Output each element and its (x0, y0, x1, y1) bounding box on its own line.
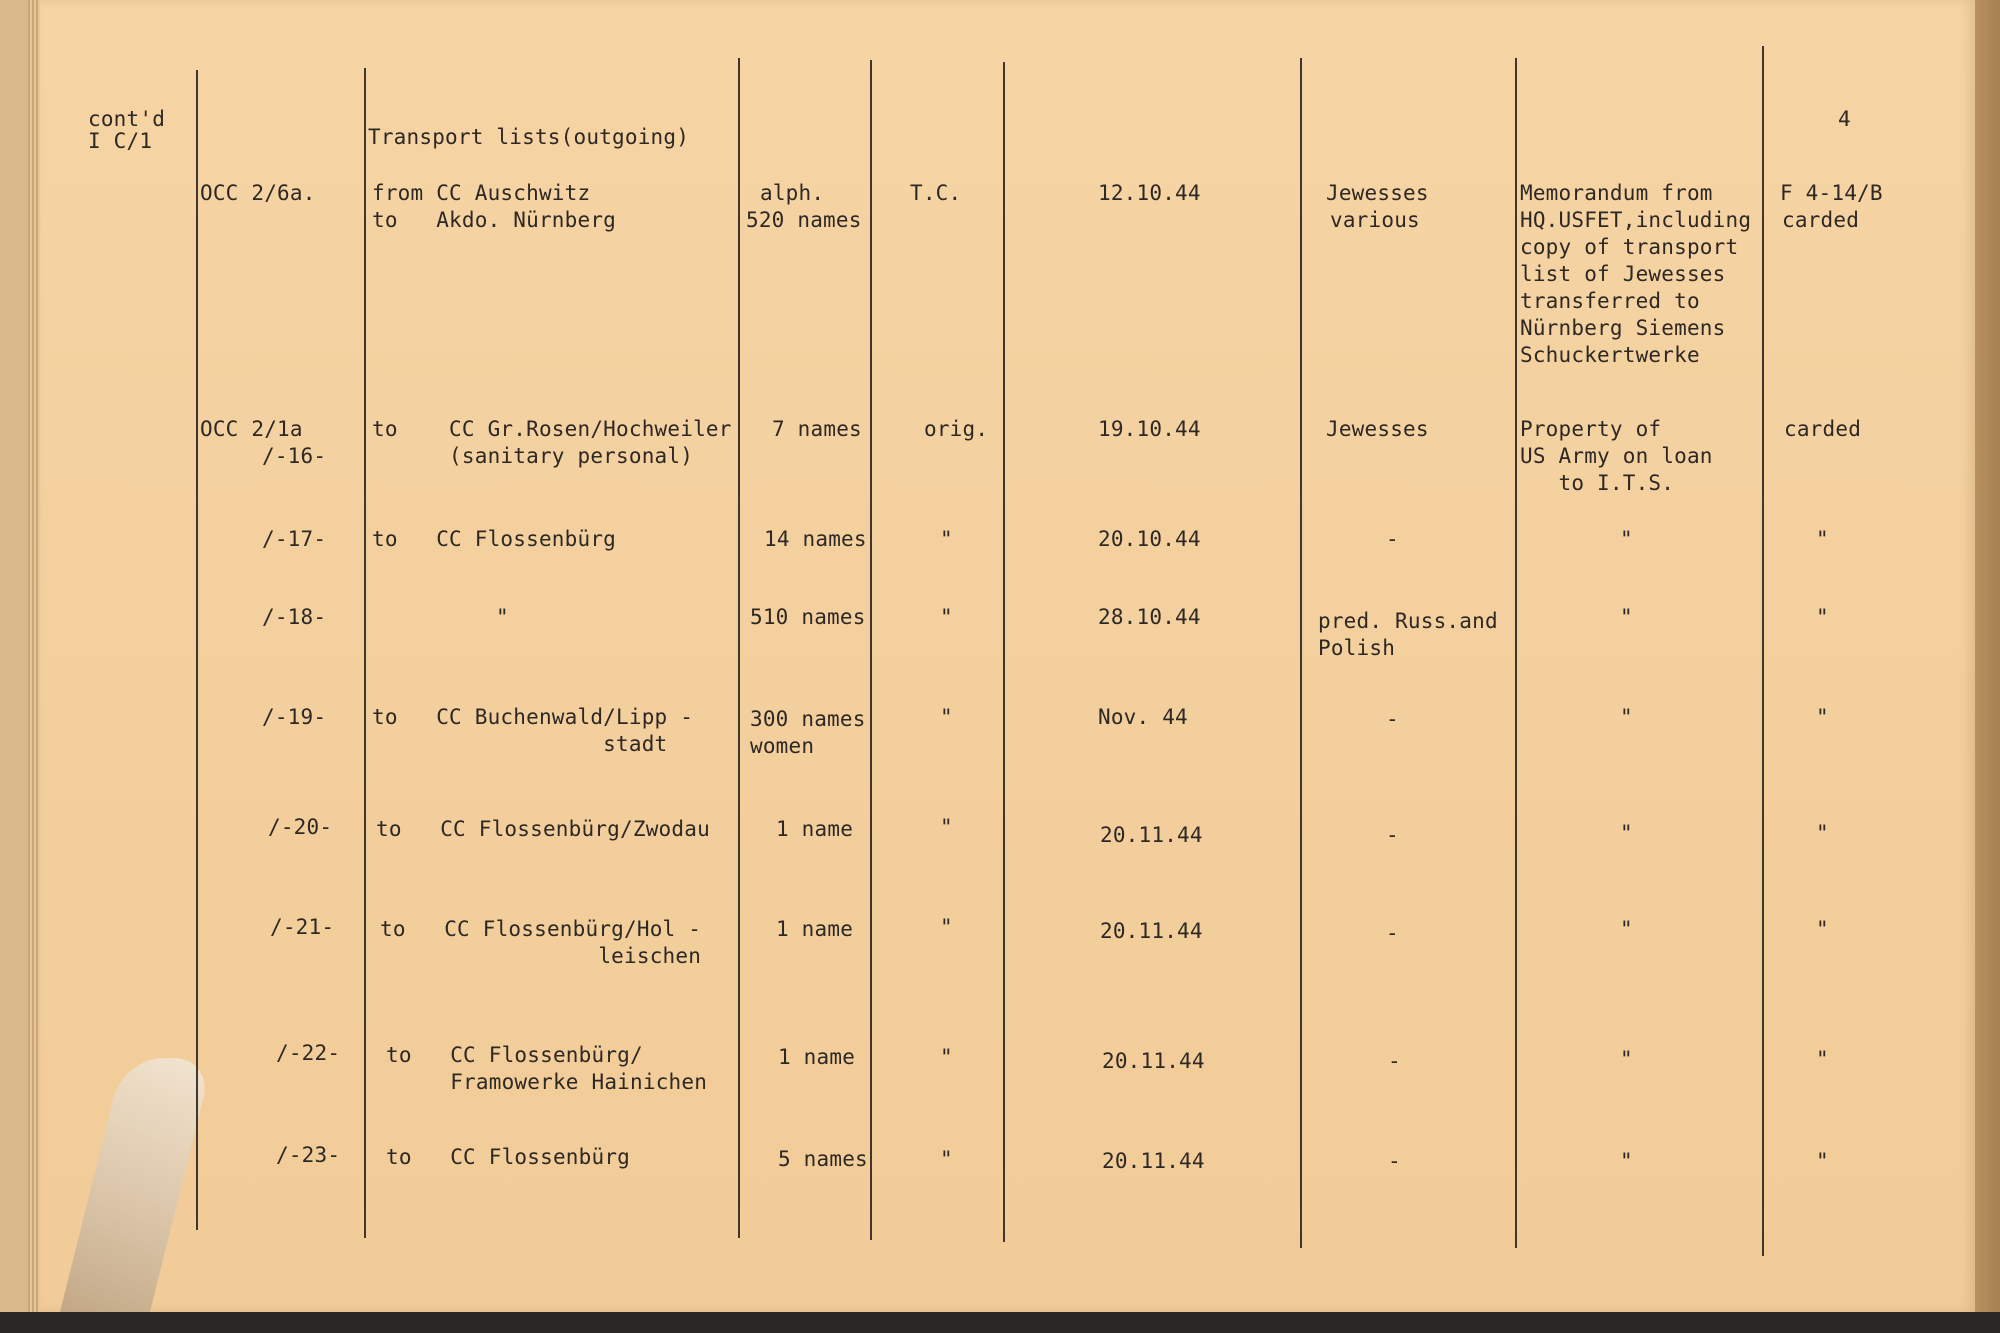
row-remarks-line: " (1620, 705, 1633, 729)
row-type: " (940, 915, 953, 939)
row-date: 20.11.44 (1102, 1049, 1205, 1073)
row-persons-line: - (1386, 921, 1399, 945)
column-rule-2 (364, 68, 366, 1238)
column-rule-7 (1515, 58, 1517, 1248)
row-names-line: 1 name (776, 917, 854, 941)
row-ref: /-19- (262, 705, 327, 729)
row-status-line: " (1816, 917, 1829, 941)
row-ref: OCC 2/6a. (200, 181, 316, 205)
column-rule-1 (196, 70, 198, 1230)
row-persons-line: - (1388, 1149, 1401, 1173)
row-persons-line: pred. Russ.and (1318, 609, 1498, 633)
row-type: " (940, 815, 953, 839)
row-ref: /-21- (270, 915, 335, 939)
row-persons-line: various (1330, 208, 1420, 232)
column-rule-8 (1762, 46, 1764, 1256)
row-route-line: to CC Flossenbürg/Hol - (380, 917, 702, 941)
row-type: " (940, 1045, 953, 1069)
row-route-line: (sanitary personal) (372, 444, 694, 468)
row-status-line: " (1816, 527, 1829, 551)
row-names-line: 520 names (746, 208, 862, 232)
row-date: 20.11.44 (1100, 919, 1203, 943)
row-route-line: to CC Gr.Rosen/Hochweiler (372, 417, 732, 441)
row-route-line: to CC Flossenbürg/Zwodau (376, 817, 710, 841)
row-ref: OCC 2/1a (200, 417, 303, 441)
row-date: 28.10.44 (1098, 605, 1201, 629)
row-remarks-line: to I.T.S. (1520, 471, 1675, 495)
row-route-line: to CC Buchenwald/Lipp - (372, 705, 694, 729)
scan-background (0, 1312, 2000, 1333)
row-status-line: F 4-14/B (1780, 181, 1883, 205)
row-remarks-line: " (1620, 527, 1633, 551)
column-rule-5 (1003, 62, 1005, 1242)
row-route-line: from CC Auschwitz (372, 181, 591, 205)
row-status-line: " (1816, 821, 1829, 845)
row-remarks-line: copy of transport (1520, 235, 1739, 259)
row-persons-line: Polish (1318, 636, 1396, 660)
row-remarks-line: transferred to (1520, 289, 1700, 313)
row-names-line: 14 names (764, 527, 867, 551)
row-status-line: carded (1782, 208, 1860, 232)
row-date: 20.11.44 (1100, 823, 1203, 847)
row-ref: /-22- (276, 1041, 341, 1065)
row-route-line: leischen (380, 944, 702, 968)
row-route-line: stadt (372, 732, 668, 756)
row-remarks-line: list of Jewesses (1520, 262, 1726, 286)
column-rule-3 (738, 58, 740, 1238)
page-number: 4 (1838, 107, 1851, 131)
row-ref: /-23- (276, 1143, 341, 1167)
row-status-line: " (1816, 605, 1829, 629)
row-persons-line: - (1388, 1049, 1401, 1073)
column-rule-6 (1300, 58, 1302, 1248)
row-remarks-line: US Army on loan (1520, 444, 1713, 468)
row-date: 12.10.44 (1098, 181, 1201, 205)
row-ref: /-16- (262, 444, 327, 468)
row-remarks-line: Nürnberg Siemens (1520, 316, 1726, 340)
row-date: 20.11.44 (1102, 1149, 1205, 1173)
row-type: " (940, 705, 953, 729)
row-remarks-line: Memorandum from (1520, 181, 1713, 205)
row-ref: /-18- (262, 605, 327, 629)
row-names-line: 5 names (778, 1147, 868, 1171)
row-persons-line: - (1386, 823, 1399, 847)
row-names-line: 510 names (750, 605, 866, 629)
row-date: 20.10.44 (1098, 527, 1201, 551)
row-status-line: " (1816, 1047, 1829, 1071)
column-rule-4 (870, 60, 872, 1240)
row-status-line: " (1816, 705, 1829, 729)
binder-edge (1975, 0, 2000, 1312)
row-persons-line: Jewesses (1326, 181, 1429, 205)
row-route-line: to CC Flossenbürg (372, 527, 617, 551)
row-route-line: to Akdo. Nürnberg (372, 208, 617, 232)
contd-label: cont'd (88, 107, 166, 131)
row-route-line: Framowerke Hainichen (386, 1070, 708, 1094)
row-type: " (940, 527, 953, 551)
row-remarks-line: " (1620, 1047, 1633, 1071)
row-status-line: carded (1784, 417, 1862, 441)
row-route-line: to CC Flossenbürg/ (386, 1043, 643, 1067)
row-names-line: women (750, 734, 815, 758)
row-remarks-line: " (1620, 605, 1633, 629)
row-type: orig. (924, 417, 989, 441)
section-ref: I C/1 (88, 129, 153, 153)
row-names-line: 7 names (772, 417, 862, 441)
row-type: T.C. (910, 181, 962, 205)
row-names-line: 1 name (778, 1045, 856, 1069)
row-remarks-line: Property of (1520, 417, 1662, 441)
row-names-line: 1 name (776, 817, 854, 841)
row-ref: /-17- (262, 527, 327, 551)
row-type: " (940, 1147, 953, 1171)
row-remarks-line: Schuckertwerke (1520, 343, 1700, 367)
row-route-line: " (496, 605, 509, 629)
row-remarks-line: " (1620, 1149, 1633, 1173)
row-type: " (940, 605, 953, 629)
row-remarks-line: " (1620, 821, 1633, 845)
section-title: Transport lists(outgoing) (368, 125, 690, 149)
row-persons-line: Jewesses (1326, 417, 1429, 441)
row-ref: /-20- (268, 815, 333, 839)
row-names-line: alph. (760, 181, 825, 205)
row-persons-line: - (1386, 707, 1399, 731)
row-date: Nov. 44 (1098, 705, 1188, 729)
row-date: 19.10.44 (1098, 417, 1201, 441)
row-persons-line: - (1386, 527, 1399, 551)
row-status-line: " (1816, 1149, 1829, 1173)
row-names-line: 300 names (750, 707, 866, 731)
row-remarks-line: " (1620, 917, 1633, 941)
row-remarks-line: HQ.USFET,including (1520, 208, 1752, 232)
row-route-line: to CC Flossenbürg (386, 1145, 631, 1169)
